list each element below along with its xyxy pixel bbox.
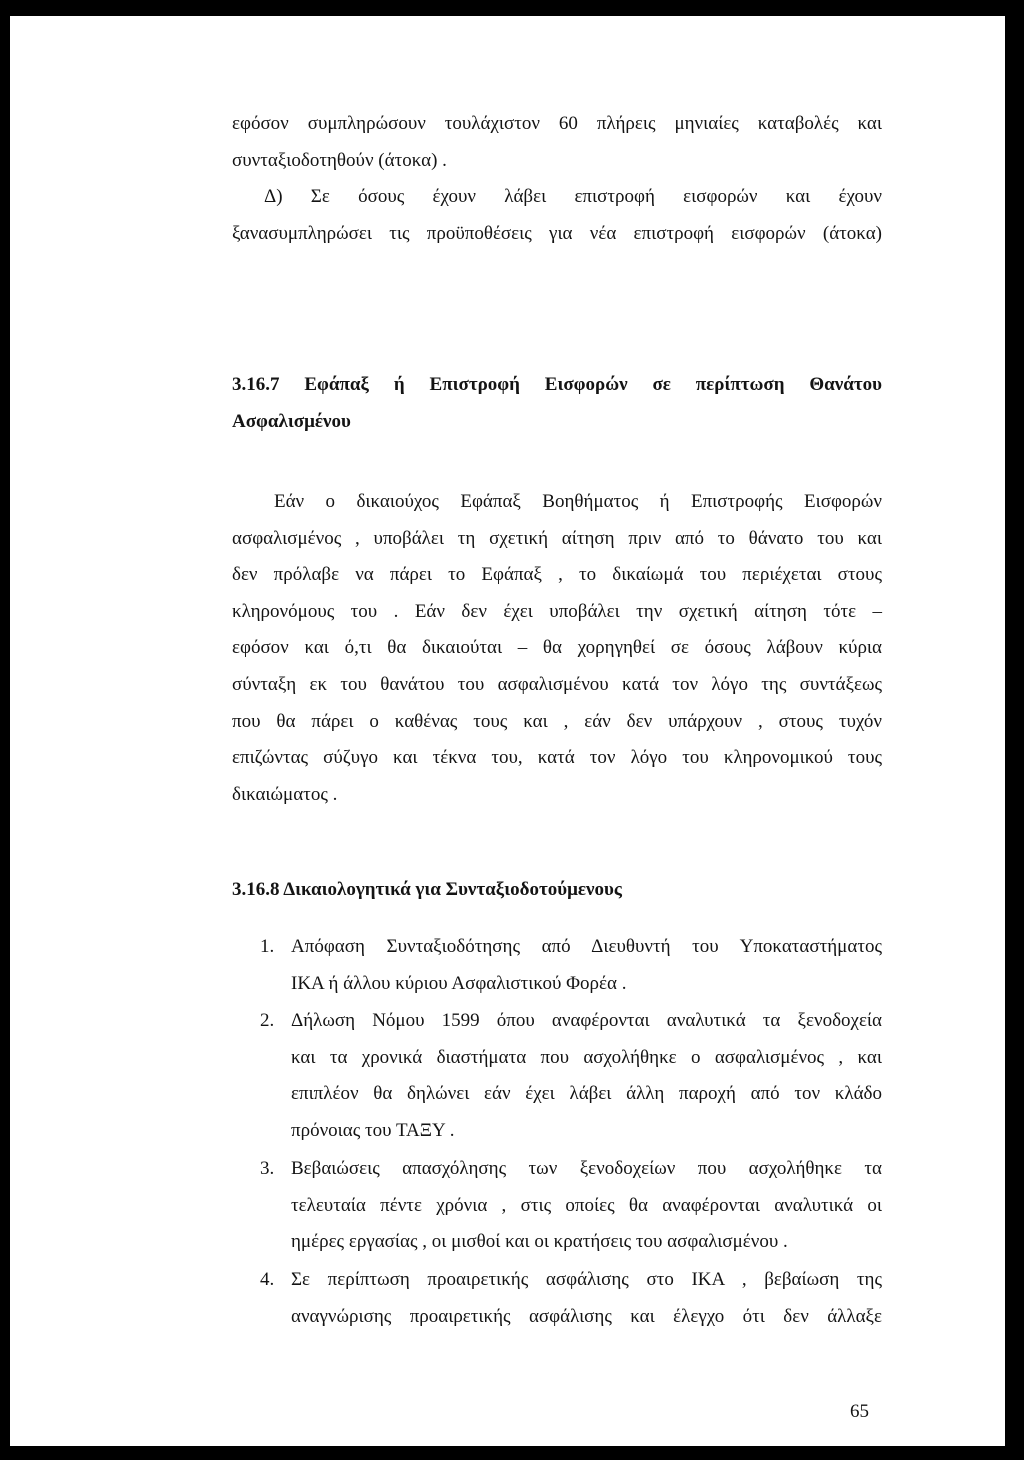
list-line: Σε περίπτωση προαιρετικής ασφάλισης στο ΙΚΑ , βεβαίωση της bbox=[291, 1269, 882, 1290]
text-line: δικαιώματος . bbox=[232, 783, 338, 805]
section-body-3-16-7 bbox=[232, 484, 882, 813]
text-line: σύνταξη εκ του θανάτου του ασφαλισμένου κατά τον λόγο της συντάξεως bbox=[232, 673, 882, 695]
text-line: ασφαλισμένος , υποβάλει τη σχετική αίτηση πριν από το θάνατο του και bbox=[232, 527, 882, 549]
text-line: επιζώντας σύζυγο και τέκνα του, κατά τον λόγο του κληρονομικού τους bbox=[232, 747, 882, 769]
list-number: 2. bbox=[260, 1010, 275, 1031]
list-line: ΙΚΑ ή άλλου κύριου Ασφαλιστικού Φορέα . bbox=[291, 972, 627, 994]
list-number: 4. bbox=[260, 1269, 275, 1290]
text-line: δεν πρόλαβε να πάρει το Εφάπαξ , το δικαίωμά του περιέχεται στους bbox=[232, 564, 882, 586]
text-line: συνταξιοδοτηθούν (άτοκα) . bbox=[232, 149, 447, 171]
text-line: εφόσον και ό,τι θα δικαιούται – θα χορηγηθεί σε όσους λάβουν κύρια bbox=[232, 637, 882, 659]
list-item bbox=[291, 1262, 882, 1335]
text-line: εφόσον συμπληρώσουν τουλάχιστον 60 πλήρεις μηνιαίες καταβολές και bbox=[232, 113, 882, 134]
list-line: και τα χρονικά διαστήματα που ασχολήθηκε ο ασφαλισμένος , και bbox=[291, 1046, 882, 1068]
list-line: ημέρες εργασίας , οι μισθοί και οι κρατήσεις του ασφαλισμένου . bbox=[291, 1231, 788, 1253]
text-line: Εάν ο δικαιούχος Εφάπαξ Βοηθήματος ή Επιστροφής Εισφορών bbox=[274, 491, 882, 512]
list-line: τελευταία πέντε χρόνια , στις οποίες θα αναφέρονται αναλυτικά οι bbox=[291, 1194, 882, 1216]
text-line: κληρονόμους του . Εάν δεν έχει υποβάλει την σχετική αίτηση τότε – bbox=[232, 600, 882, 622]
text-line: Δ) Σε όσους έχουν λάβει επιστροφή εισφορών και έχουν bbox=[264, 186, 882, 208]
heading-line: Ασφαλισμένου bbox=[232, 410, 351, 432]
text-line: που θα πάρει ο καθένας τους και , εάν δεν υπάρχουν , στους τυχόν bbox=[232, 710, 882, 732]
list-line: Απόφαση Συνταξιοδότησης από Διευθυντή του Υποκαταστήματος bbox=[291, 936, 882, 957]
section-heading-3-16-8 bbox=[232, 872, 882, 909]
heading-line: 3.16.7 Εφάπαξ ή Επιστροφή Εισφορών σε περίπτωση Θανάτου bbox=[232, 374, 882, 395]
intro-paragraph bbox=[232, 106, 882, 252]
list-line: αναγνώρισης προαιρετικής ασφάλισης και έλεγχο ότι δεν άλλαξε bbox=[291, 1305, 882, 1327]
list-number: 1. bbox=[260, 936, 275, 957]
list-line: επιπλέον θα δηλώνει εάν έχει λάβει άλλη παροχή από τον κλάδο bbox=[291, 1083, 882, 1105]
document-page bbox=[10, 16, 1005, 1446]
text-line: ξανασυμπληρώσει τις προϋποθέσεις για νέα επιστροφή εισφορών (άτοκα) bbox=[232, 222, 882, 244]
list-number: 3. bbox=[260, 1158, 275, 1179]
list-line: Βεβαιώσεις απασχόλησης των ξενοδοχείων που ασχολήθηκε τα bbox=[291, 1158, 882, 1179]
list-line: Δήλωση Νόμου 1599 όπου αναφέρονται αναλυτικά τα ξενοδοχεία bbox=[291, 1010, 882, 1031]
section-heading-3-16-7 bbox=[232, 367, 882, 440]
page-number: 65 bbox=[850, 1401, 869, 1422]
list-line: πρόνοιας του ΤΑΞΥ . bbox=[291, 1119, 455, 1141]
list-item bbox=[291, 929, 882, 1002]
heading-line: 3.16.8 Δικαιολογητικά για Συνταξιοδοτούμενους bbox=[232, 879, 622, 900]
list-item bbox=[291, 1003, 882, 1149]
list-item bbox=[291, 1151, 882, 1261]
